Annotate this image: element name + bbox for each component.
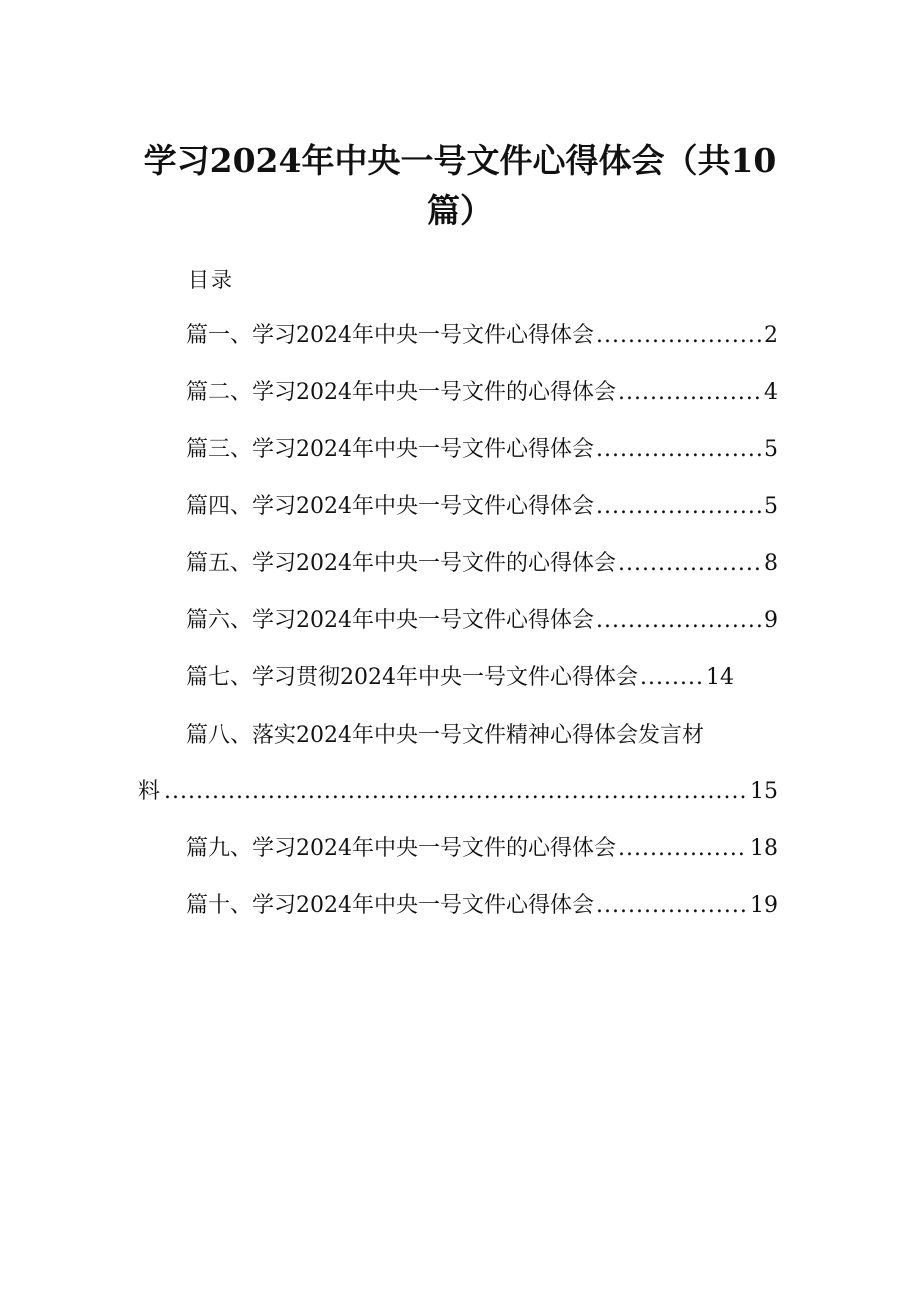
toc-leader-dots <box>618 549 762 579</box>
toc-entry-1[interactable] <box>186 321 778 351</box>
toc-entry-label: 篇七、学习贯彻2024年中央一号文件心得体会 <box>186 665 638 690</box>
toc-entry-2[interactable] <box>186 378 778 408</box>
toc-leader-dots <box>596 321 762 351</box>
toc-page-number: 15 <box>750 779 778 804</box>
toc-entry-6[interactable] <box>186 606 778 636</box>
toc-leader-dots <box>596 492 762 522</box>
document-title-line-1: 学习2024年中央一号文件心得体会（共10 <box>143 141 777 180</box>
toc-entry-label: 篇一、学习2024年中央一号文件心得体会 <box>186 323 594 348</box>
toc-page-number: 5 <box>764 494 778 519</box>
toc-page-number: 8 <box>764 551 778 576</box>
toc-entry-8-line-1[interactable]: 篇八、落实2024年中央一号文件精神心得体会发言材 <box>186 723 704 748</box>
toc-leader-dots <box>596 435 762 465</box>
toc-entry-4[interactable] <box>186 492 778 522</box>
toc-page-number: 9 <box>764 608 778 633</box>
toc-entry-7[interactable] <box>186 663 734 693</box>
toc-page-number: 14 <box>706 665 734 690</box>
toc-entry-label: 篇五、学习2024年中央一号文件的心得体会 <box>186 551 616 576</box>
toc-entry-10[interactable] <box>186 891 778 921</box>
toc-entry-label: 篇十、学习2024年中央一号文件心得体会 <box>186 893 594 918</box>
toc-entry-label: 料 <box>138 779 161 804</box>
toc-entry-label: 篇四、学习2024年中央一号文件心得体会 <box>186 494 594 519</box>
toc-page-number: 18 <box>750 836 778 861</box>
toc-page-number: 5 <box>764 437 778 462</box>
toc-leader-dots <box>596 606 762 636</box>
toc-heading: 目录 <box>188 268 234 292</box>
toc-page-number: 19 <box>750 893 778 918</box>
toc-leader-dots <box>618 378 762 408</box>
toc-leader-dots <box>596 891 748 921</box>
toc-entry-3[interactable] <box>186 435 778 465</box>
toc-entry-label: 篇九、学习2024年中央一号文件的心得体会 <box>186 836 616 861</box>
toc-leader-dots <box>618 834 748 864</box>
toc-page-number: 4 <box>764 380 778 405</box>
toc-entry-5[interactable] <box>186 549 778 579</box>
document-title-line-2: 篇） <box>427 191 493 230</box>
toc-entry-8-line-2[interactable] <box>138 777 778 807</box>
toc-entry-label: 篇三、学习2024年中央一号文件心得体会 <box>186 437 594 462</box>
toc-leader-dots <box>640 663 704 693</box>
toc-entry-9[interactable] <box>186 834 778 864</box>
toc-entry-label: 篇六、学习2024年中央一号文件心得体会 <box>186 608 594 633</box>
toc-entry-label: 篇二、学习2024年中央一号文件的心得体会 <box>186 380 616 405</box>
toc-leader-dots <box>164 777 748 807</box>
toc-page-number: 2 <box>764 323 778 348</box>
